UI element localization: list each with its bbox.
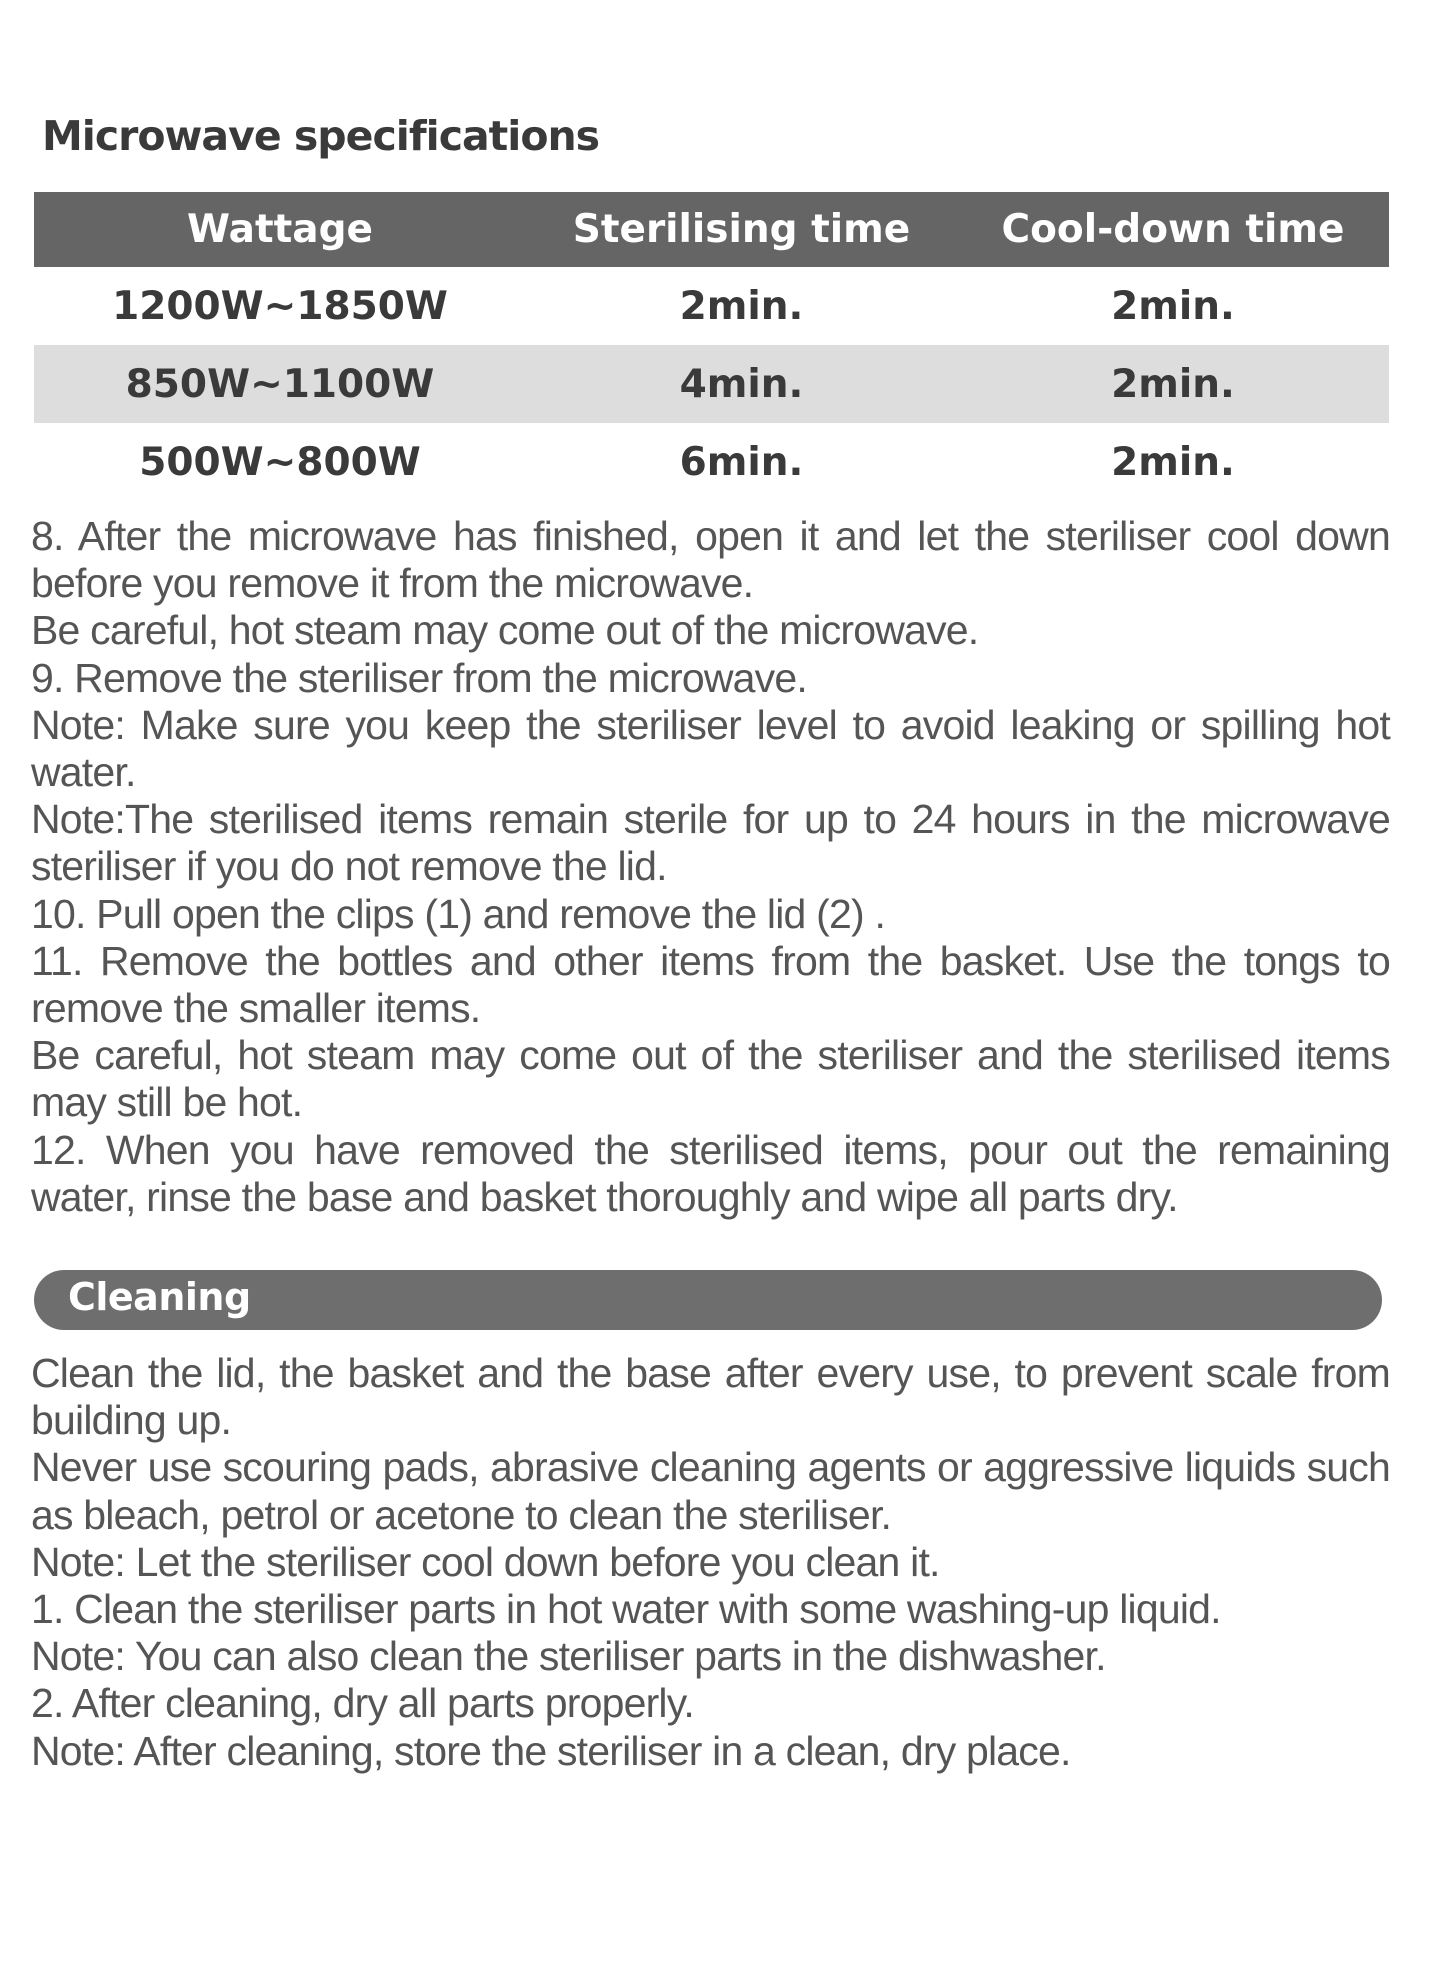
cleaning-paragraph: Note: After cleaning, store the steriliser in a clean, dry place. xyxy=(31,1727,1071,1774)
step-10: 10. Pull open the clips (1) and remove the lid (2) . xyxy=(31,890,886,937)
cleaning-paragraph: Clean the lid, the basket and the base after every use, to prevent scale from building up. xyxy=(31,1350,1390,1444)
cleaning-paragraph: Never use scouring pads, abrasive cleaning agents or aggressive liquids such as bleach, petrol or acetone to clean the steriliser. xyxy=(31,1444,1390,1538)
cell-cool-down-time: 2min. xyxy=(1111,283,1235,329)
steps-text xyxy=(31,513,1390,1221)
table-row xyxy=(34,345,1389,423)
table-row xyxy=(34,423,1389,501)
cell-sterilising-time: 2min. xyxy=(679,283,804,329)
note-keep-level: Note: Make sure you keep the steriliser level to avoid leaking or spilling hot water. xyxy=(31,701,1390,796)
cell-cool-down-time: 2min. xyxy=(957,345,1389,423)
header-wattage: Wattage xyxy=(34,192,526,267)
spec-table xyxy=(34,192,1389,501)
cleaning-paragraph: Note: Let the steriliser cool down before you clean it. xyxy=(31,1538,940,1585)
caution-microwave-steam: Be careful, hot steam may come out of the microwave. xyxy=(31,607,979,654)
step-12: 12. When you have removed the sterilised items, pour out the remaining water, rinse the base and basket thoroughly and wipe all parts dry. xyxy=(31,1126,1390,1220)
spec-title: Microwave specifications xyxy=(42,112,600,160)
cell-wattage: 850W~1100W xyxy=(34,345,526,423)
step-8: 8. After the microwave has finished, open it and let the steriliser cool down before you remove it from the microwave. xyxy=(31,513,1390,607)
cleaning-heading-bar xyxy=(34,1270,1382,1330)
cell-wattage: 1200W~1850W xyxy=(112,283,448,329)
cell-cool-down-time: 2min. xyxy=(1111,439,1235,485)
cell-sterilising-time: 4min. xyxy=(526,345,957,423)
table-header-row xyxy=(34,192,1389,267)
header-sterilising-time: Sterilising time xyxy=(526,192,957,267)
caution-steriliser-steam: Be careful, hot steam may come out of the steriliser and the sterilised items may still be hot. xyxy=(31,1032,1390,1126)
cleaning-paragraph: Note: You can also clean the steriliser parts in the dishwasher. xyxy=(31,1633,1106,1680)
cleaning-text xyxy=(31,1350,1390,1775)
cleaning-heading: Cleaning xyxy=(68,1275,251,1319)
step-11: 11. Remove the bottles and other items from the basket. Use the tongs to remove the smaller items. xyxy=(31,937,1390,1032)
table-row xyxy=(34,267,1389,345)
cell-sterilising-time: 6min. xyxy=(679,439,804,485)
cell-wattage: 500W~800W xyxy=(139,439,421,485)
cleaning-paragraph: 2. After cleaning, dry all parts properly. xyxy=(31,1680,694,1727)
note-sterile-24-hours: Note:The sterilised items remain sterile for up to 24 hours in the microwave steriliser if you do not remove the lid. xyxy=(31,796,1390,890)
step-9: 9. Remove the steriliser from the microwave. xyxy=(31,654,807,701)
header-cool-down-time: Cool-down time xyxy=(957,192,1389,267)
cleaning-paragraph: 1. Clean the steriliser parts in hot water with some washing-up liquid. xyxy=(31,1586,1221,1633)
